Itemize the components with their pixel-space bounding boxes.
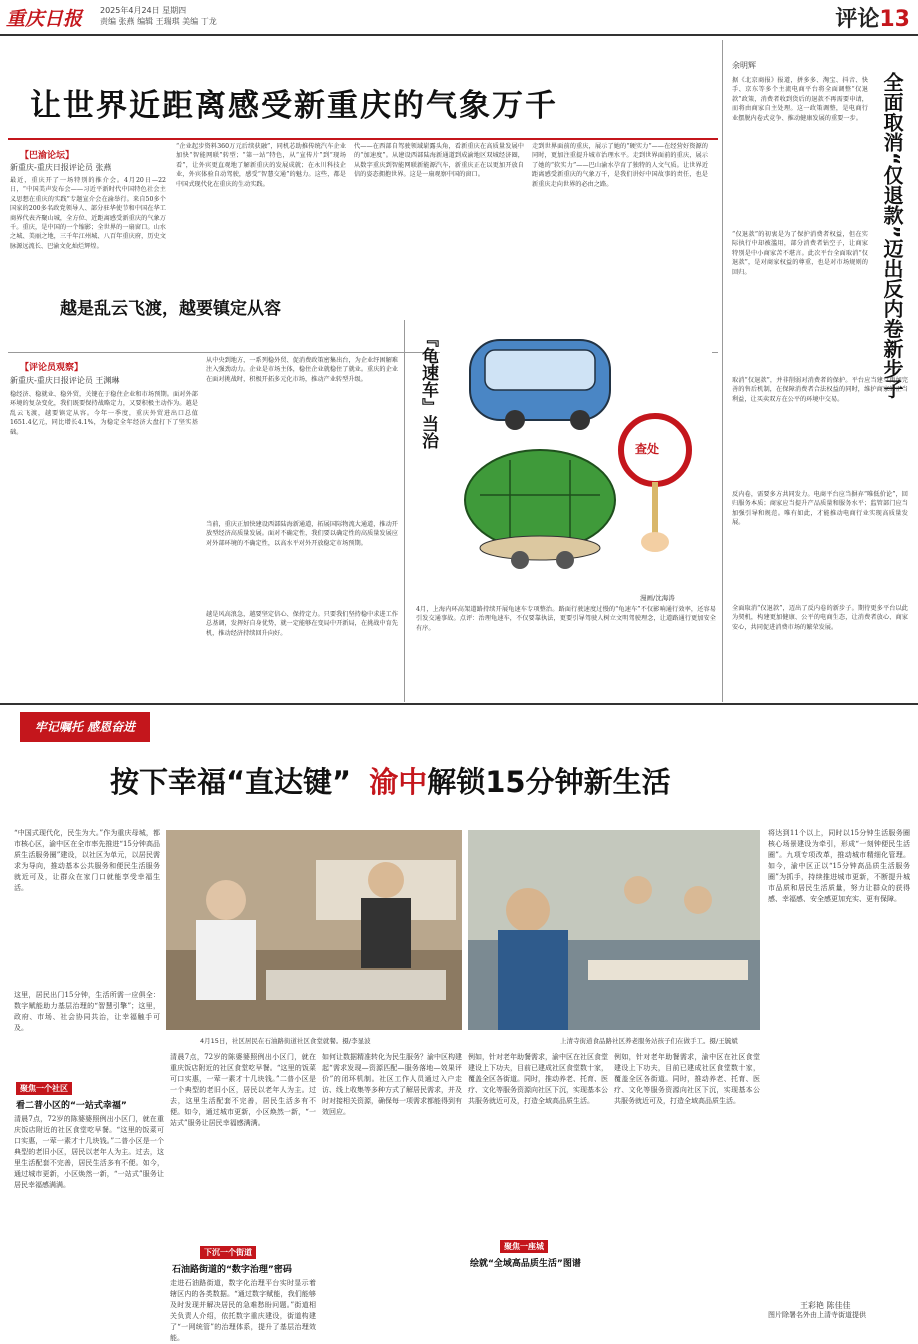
cartoon-divider (404, 320, 405, 702)
photo-2-caption: 上清寺街道食品路社区养老服务站孩子们在做手工。摄/王毓斌 (560, 1037, 738, 1045)
right-col-4: 反内卷，需要多方共同发力。电商平台应当摒弃“唯低价论”，回归服务本质；商家应当提升产品质量和服务水平；监管部门应当加强引导和规范。唯有如此，才能推动电商行业实现高质量发展。 (732, 491, 908, 527)
right-col-1: 据《北京商报》报道，拼多多、淘宝、抖音、快手、京东等多个主流电商平台将全面调整“仅退款”政策，消费者收到货后的退款不再需要申请，而将由商家自主处理。这一政策调整，是电商行业摆脱内卷式竞争、推动健康发展的重要一步。 (732, 77, 868, 122)
cartoon-image (440, 320, 712, 590)
feature-photo-2 (468, 830, 760, 1030)
cartoon-title: 『龟速车』当治 (418, 330, 438, 449)
top-byline: 新重庆-重庆日报评论员 张燕 (10, 163, 112, 172)
right-byline: 余明辉 (732, 61, 756, 70)
sub2-title: 石油路街道的“数字治理”密码 (172, 1265, 292, 1275)
second-tag: 【评论员观察】 (20, 363, 84, 373)
newspaper-logo: 重庆日报 (6, 8, 83, 30)
header-date: 2025年4月24日 星期四 (100, 6, 187, 15)
header-editors: 责编 张燕 编辑 王瑞琪 美编 丁龙 (100, 17, 217, 26)
feature-photo-credit: 图片除署名外由上清寺街道提供 (768, 1311, 866, 1319)
sub3-body: 例如，针对老年助餐需求，渝中区在社区食堂建设上下功夫，目前已建成社区食堂数十家，覆盖全区各街道。同时，推动养老、托育、医疗、文化等服务资源向社区下沉，实现基本公共服务就近可及，打造全域高品质生活。 (614, 1053, 760, 1105)
second-col-2: 从中央到地方，一系列稳外贸、促消费政策密集出台，为企业纾困解难注入强劲动力。企业是市场主体，稳住企业就稳住了就业。重庆的企业在面对挑战时，积极开拓多元化市场，推动产业转型升级。 (206, 357, 398, 383)
sub1-body: 清晨7点，72岁的陈婆婆照例出小区门，就在重庆饭店附近的社区食堂吃早餐。“这里的饭菜可口实惠，一荤一素才十几块钱。”二普小区是一个典型的老旧小区，居民以老年人为主。过去，这里生活配套不完善，居民生活多有不便。如今，通过城市更新，小区焕然一新，“一站式”服务让居民幸福感满满。 (14, 1115, 164, 1189)
feature-right-body: 将达到11个以上，同时以15分钟生活服务圈核心场景建设为牵引，形成“一刻钟便民生活圈”。九项专项改革，推动城市精细化管理。如今，渝中区正以“15分钟高品质生活服务圈”为抓手，持续推进城市更新，不断提升城市品质和居民生活质量，努力让群众的获得感、幸福感、安全感更加充实、更有保障。 (768, 829, 910, 903)
cartoon-sign-text: 查处 (635, 442, 660, 456)
sub3-label: 聚焦一座城 (500, 1240, 548, 1253)
feature-photo-1 (166, 830, 462, 1030)
second-col-4: 越是风高浪急，越要坚定信心、保持定力。只要我们坚持稳中求进工作总基调，发挥好自身优势，就一定能够在变局中开新局，在挑战中育先机，推动经济持续回升向好。 (206, 611, 398, 637)
feature-mid-body: 如何让数据精准转化为民生服务？渝中区构建起“需求发现—资源匹配—服务落地—效果评价”的闭环机制。社区工作人员通过入户走访、线上收集等多种方式了解居民需求，并及时对接相关资源，确保每一项需求都能得到有效回应。 (322, 1053, 462, 1116)
second-headline: 越是乱云飞渡，越要镇定从容 (60, 299, 281, 319)
second-col-3: 当前，重庆正加快建设西部陆海新通道，拓展国际物流大通道，推动开放型经济高质量发展。面对不确定性，我们要以确定性的高质量发展应对外部环境的不确定性，以高水平对外开放稳定市场预期。 (206, 521, 398, 547)
sub1-body-cont: 清晨7点，72岁的陈婆婆照例出小区门，就在重庆饭店附近的社区食堂吃早餐。“这里的饭菜可口实惠，一荤一素才十几块钱。”二普小区是一个典型的老旧小区，居民以老年人为主。过去，这里生活配套不完善，居民生活多有不便。如今，通过城市更新，小区焕然一新，“一站式”服务让居民幸福感满满。 (170, 1053, 316, 1127)
top-tag: 【巴渝论坛】 (20, 151, 75, 161)
header-meta (100, 5, 217, 27)
feature-intro-2: 这里，居民出门15分钟，生活所需一应俱全：数字赋能助力基层治理的“智慧引擎”；这里，政府、市场、社会协同共治，让幸福触手可及。 (14, 991, 160, 1032)
top-col-4: 走到世界面前的重庆，展示了她的“硬实力”——在经营好资源的同时，更加注重提升城市治理水平。走到世界面前的重庆，展示了她的“软实力”——巴山渝水孕育了独特的人文气质。让世界近距离感受新重庆的气象万千，是我们讲好中国故事的责任，也是新重庆走向世界的必由之路。 (532, 143, 708, 188)
feature-headline-part2: 渝中 (369, 765, 428, 799)
section-name (835, 2, 910, 33)
cartoon-body: 4月，上海内环高架道路持续开展龟速车专项整治。路面行驶速度过慢的“龟速车”不仅影响通行效率，还容易引发交通事故。点评：治理龟速车，不仅要靠执法，更要引导驾驶人树立文明驾驶理念，让道路通行更加安全有序。 (416, 606, 716, 632)
top-headline: 让世界近距离感受新重庆的气象万千 (30, 88, 558, 124)
feature-banner-label: 牢记嘱托 感恩奋进 (20, 712, 150, 742)
feature-banner (0, 706, 918, 750)
page-header (0, 0, 918, 36)
second-byline: 新重庆-重庆日报评论员 王渊琳 (10, 376, 120, 385)
right-col-5: 全面取消“仅退款”，迈出了反内卷的新步子。期待更多平台以此为契机，构建更加健康、公平的电商生态，让消费者放心、商家安心，共同促进消费市场的繁荣发展。 (732, 605, 908, 631)
top-col-1: 最近，重庆开了一场特别的推介会。4月20日—22日，“中国美声发布会——习近平新时代中国特色社会主义思想在重庆的实践”专题宣介会在渝举行。来自50多个国家的200多名政党领导人、部分驻华使节和中国在华工商界代表齐聚山城，全方位、近距离感受新重庆的气象万千。重庆，是中国的一个缩影；全世界的一扇窗口。山水之城、美丽之地，三千年江州城、八百年重庆府，历史文脉源远流长、巴渝文化灿烂辉煌。 (10, 177, 166, 250)
feature-author: 王彩艳 陈佳佳 (800, 1301, 851, 1310)
section-label: 评论 (835, 7, 880, 32)
sub3-intro: 例如，针对老年助餐需求，渝中区在社区食堂建设上下功夫，目前已建成社区食堂数十家，覆盖全区各街道。同时，推动养老、托育、医疗、文化等服务资源向社区下沉，实现基本公共服务就近可及，打造全域高品质生活。 (468, 1053, 608, 1105)
second-col-1: 稳经济、稳就业、稳外贸，关键在于稳住企业和市场预期。面对外部环境的复杂变化，我们既要保持战略定力，又要积极主动作为。越是乱云飞渡，越要镇定从容。今年一季度，重庆外贸进出口总值1651.4亿元，同比增长4.1%，为稳定全年经济大盘打下了坚实基础。 (10, 391, 198, 436)
feature-headline (110, 760, 671, 801)
feature-headline-part3: 解锁15分钟新生活 (427, 765, 671, 799)
feature-headline-part1: 按下幸福“直达键” (110, 765, 352, 799)
top-col-3: 代——在西部自驾驶领域崭露头角，看新重庆在高质量发展中的“加速度”。从建设西部陆海新通道到成渝地区双城经济圈，从数字重庆到智能网联新能源汽车，新重庆正在以更加开放自信的姿态拥抱世界。这是一扇观察中国的窗口。 (354, 143, 524, 179)
page-number: 13 (879, 7, 910, 32)
top-col-2: “企业起步资料360万元后续获融”，同机芯助推传统汽车企业加快“智能网联”转型；“第一站”特色，从“宣传片”到“现场看”，让外宾更直观地了解新重庆的发展成就；在永川科技企业，外宾体验自动驾驶，感受“智慧交通”的魅力。这些，都是中国式现代化在重庆的生动实践。 (176, 143, 346, 188)
sub1-label: 聚焦一个社区 (16, 1082, 72, 1095)
right-col-3: 取消“仅退款”，并非削弱对消费者的保护。平台应当建立更加完善的售后机制，在保障消费者合法权益的同时，维护商家的正当利益，让买卖双方在公平的环境中交易。 (732, 377, 908, 403)
sub2-label: 下沉一个街道 (200, 1246, 256, 1259)
top-divider (8, 138, 718, 140)
right-vertical-title: 全面取消“仅退款”迈出反内卷新步子 (880, 72, 904, 399)
right-col-2: “仅退款”的初衷是为了保护消费者权益，但在实际执行中却被滥用，部分消费者钻空子，让商家特别是中小商家苦不堪言。此次平台全面取消“仅退款”，是对商家权益的尊重，也是对市场规则的回归。 (732, 231, 868, 276)
cartoon-credit: 漫画/沈海涛 (640, 594, 675, 602)
feature-top-divider (0, 703, 918, 705)
feature-intro: “中国式现代化，民生为大。”作为重庆母城，都市核心区，渝中区在全市率先推进“15分钟高品质生活服务圈”建设，以社区为单元，以居民需求为导向，推动基本公共服务和便民生活服务就近可及，让群众在家门口就能享受幸福生活。 (14, 829, 160, 892)
sub3-title: 绘就“全域高品质生活”图谱 (470, 1259, 581, 1269)
right-col-divider (722, 40, 723, 702)
sub1-title: 看二普小区的“一站式幸福” (16, 1101, 127, 1111)
sub2-body: 走进石油路街道，数字化治理平台实时显示着辖区内的各类数据。“通过数字赋能，我们能够及时发现并解决居民的急难愁盼问题。”街道相关负责人介绍，依托数字重庆建设，街道构建了“一网统管”的治理体系，提升了基层治理效能。 (170, 1279, 316, 1342)
photo-1-caption: 4月15日，社区居民在石油路街道社区食堂就餐。摄/李显波 (200, 1037, 371, 1045)
